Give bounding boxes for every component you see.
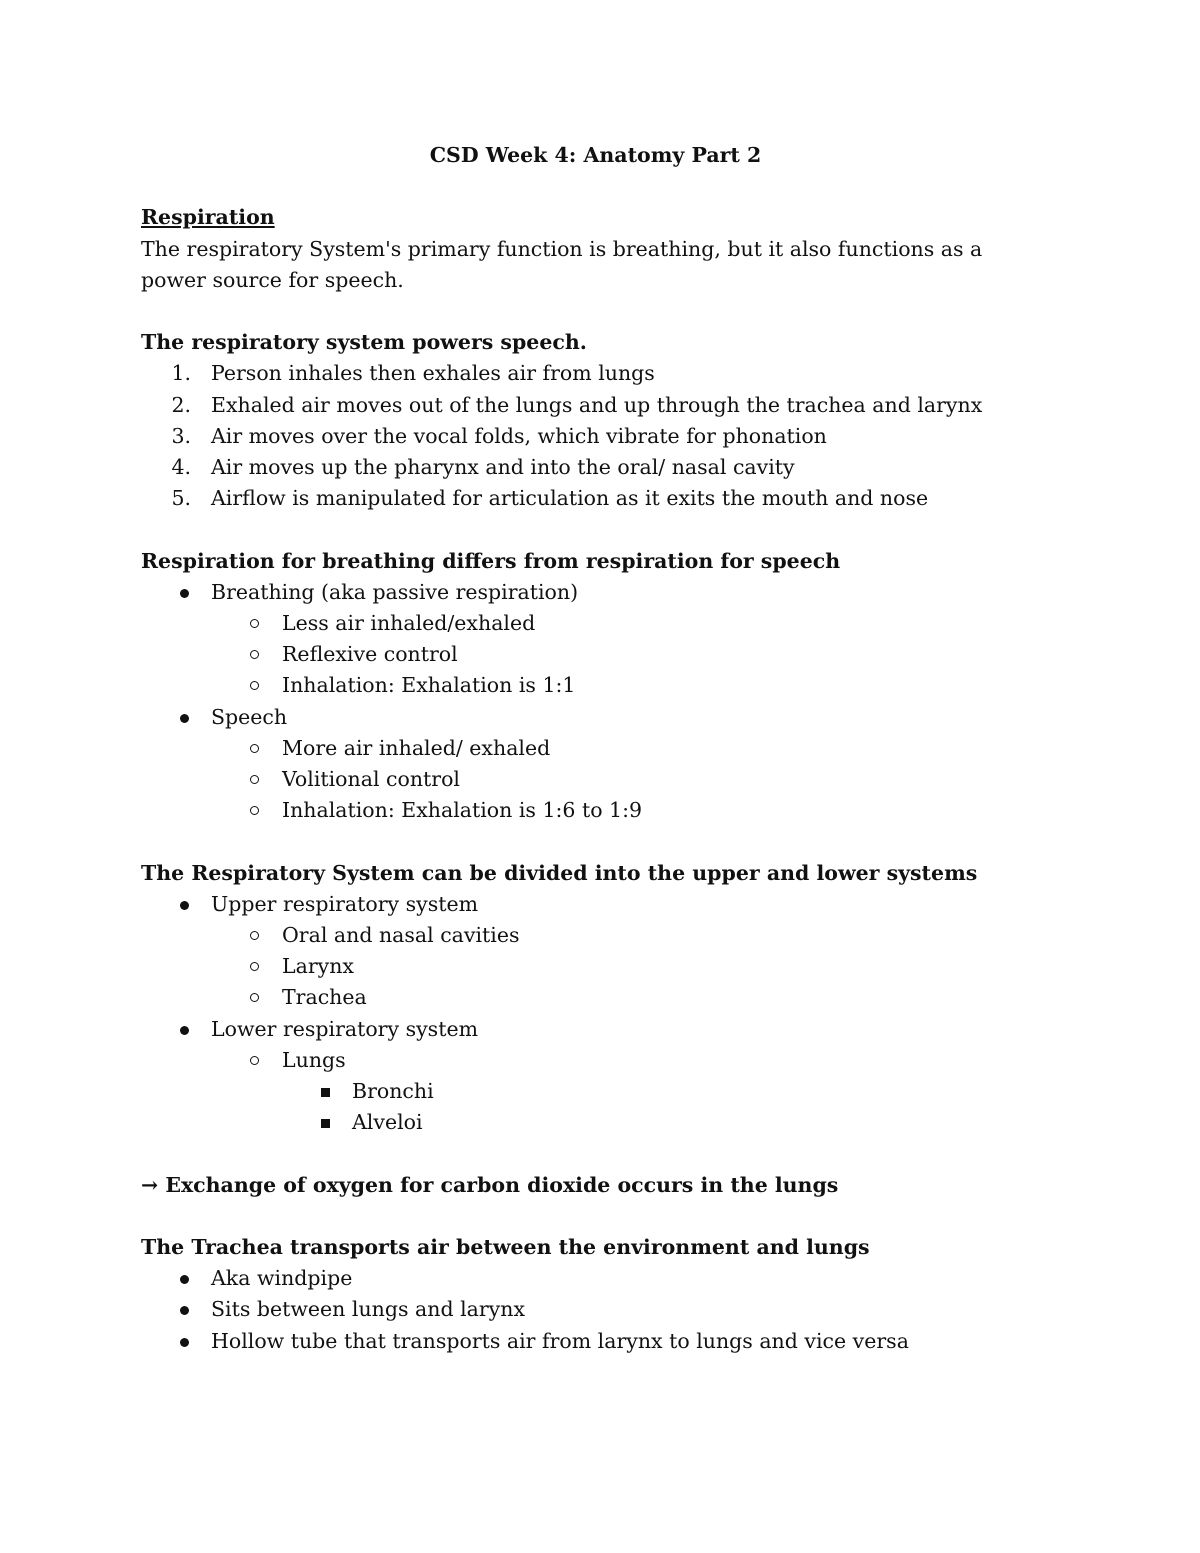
list-item	[141, 452, 1050, 483]
bullet-icon	[180, 1275, 189, 1284]
hollow-bullet-icon	[250, 806, 259, 815]
sublist-item: Less air inhaled/exhaled	[141, 608, 1050, 639]
list-item-text: Exhaled air moves out of the lungs and up through the trachea and larynx	[211, 392, 983, 417]
hollow-bullet-icon	[250, 1056, 259, 1065]
list-number: 5.	[171, 486, 191, 511]
list-item	[141, 483, 1050, 514]
list-item	[141, 390, 1050, 421]
sublist-item: Lungs	[141, 1045, 1050, 1076]
list-number: 4.	[171, 455, 191, 479]
list-item: Hollow tube that transports air from larynx to lungs and vice versa	[141, 1326, 1050, 1357]
list-item	[141, 358, 1050, 389]
list-item-upper: Upper respiratory system	[141, 889, 1050, 920]
hollow-bullet-icon	[250, 775, 259, 784]
sublist-item: More air inhaled/ exhaled	[141, 733, 1050, 764]
list-item: Sits between lungs and larynx	[141, 1294, 1050, 1325]
sublist-item: Oral and nasal cavities	[141, 920, 1050, 951]
upper-lower-heading: The Respiratory System can be divided into the upper and lower systems	[141, 860, 978, 885]
list-number: 1.	[171, 361, 191, 386]
hollow-bullet-icon	[250, 744, 259, 753]
sublist-item: Volitional control	[141, 764, 1050, 795]
breathing-vs-speech-list	[141, 577, 1050, 827]
bullet-icon	[180, 589, 189, 598]
sublist-item: Reflexive control	[141, 639, 1050, 670]
bullet-icon	[180, 714, 189, 723]
gas-exchange-note: → Exchange of oxygen for carbon dioxide occurs in the lungs	[141, 1172, 839, 1197]
list-item-speech: Speech	[141, 702, 1050, 733]
list-item-text: Person inhales then exhales air from lungs	[211, 361, 655, 386]
list-item: Aka windpipe	[141, 1263, 1050, 1294]
bullet-icon	[180, 1338, 189, 1347]
list-item-text: Airflow is manipulated for articulation as it exits the mouth and nose	[211, 486, 929, 511]
trachea-heading: The Trachea transports air between the environment and lungs	[141, 1235, 870, 1260]
bullet-icon	[180, 1026, 189, 1035]
trachea-list	[141, 1263, 1050, 1357]
upper-lower-list	[141, 889, 1050, 1139]
respiration-intro: The respiratory System's primary function is breathing, but it also functions as a power source for speech.	[141, 236, 983, 292]
list-item-lower: Lower respiratory system	[141, 1014, 1050, 1045]
breathing-vs-speech-heading: Respiration for breathing differs from respiration for speech	[141, 548, 841, 573]
sub-sublist-item: Bronchi	[141, 1076, 1050, 1107]
sublist-item: Inhalation: Exhalation is 1:1	[141, 670, 1050, 701]
list-number: 2.	[171, 392, 191, 417]
sublist-item: Larynx	[141, 951, 1050, 982]
powers-speech-heading: The respiratory system powers speech.	[141, 330, 587, 355]
document-title: CSD Week 4: Anatomy Part 2	[429, 143, 762, 167]
hollow-bullet-icon	[250, 962, 259, 971]
square-bullet-icon	[321, 1088, 330, 1097]
bullet-icon	[180, 901, 189, 910]
hollow-bullet-icon	[250, 619, 259, 628]
list-item-breathing: Breathing (aka passive respiration)	[141, 577, 1050, 608]
list-item-text: Air moves up the pharynx and into the oral/ nasal cavity	[211, 455, 795, 479]
powers-speech-list	[141, 358, 1050, 514]
sublist-item: Inhalation: Exhalation is 1:6 to 1:9	[141, 795, 1050, 826]
bullet-icon	[180, 1306, 189, 1315]
list-item	[141, 421, 1050, 452]
hollow-bullet-icon	[250, 931, 259, 940]
list-number: 3.	[171, 423, 191, 448]
list-item-text: Air moves over the vocal folds, which vibrate for phonation	[211, 423, 827, 448]
sublist-item: Trachea	[141, 982, 1050, 1013]
square-bullet-icon	[321, 1119, 330, 1128]
hollow-bullet-icon	[250, 681, 259, 690]
hollow-bullet-icon	[250, 650, 259, 659]
sub-sublist-item: Alveloi	[141, 1107, 1050, 1138]
hollow-bullet-icon	[250, 993, 259, 1002]
respiration-heading: Respiration	[141, 205, 275, 230]
